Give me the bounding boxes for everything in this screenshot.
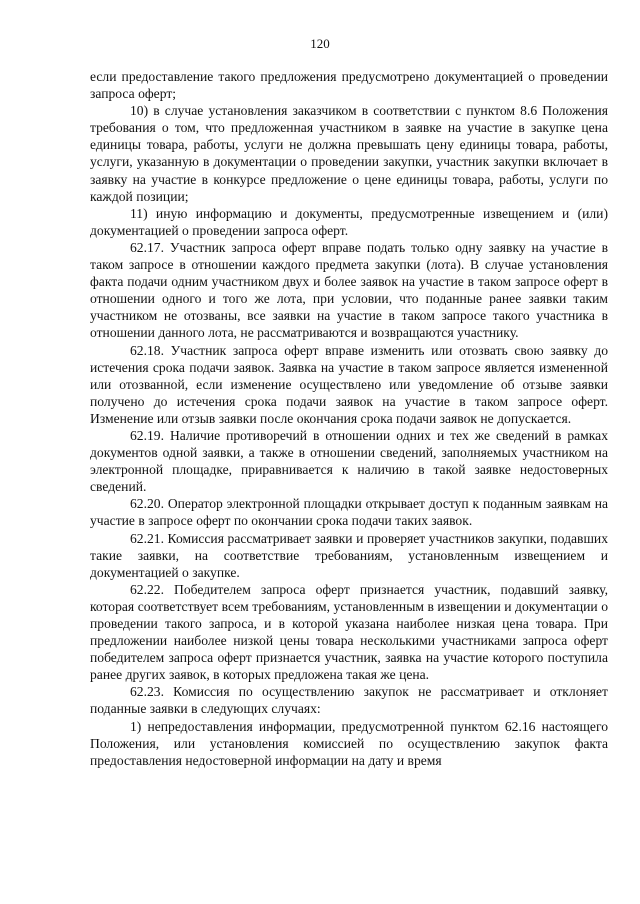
paragraph: 11) иную информацию и документы, предусмотренные извещением и (или) документацией о проведении запроса оферт. (90, 205, 608, 238)
paragraph: 62.19. Наличие противоречий в отношении одних и тех же сведений в рамках документов одной заявки, а также в отношении сведений, заполняемых участником на электронной площадке, приравнивается к наличию в такой заявке недостоверных сведений. (90, 427, 608, 495)
paragraph: если предоставление такого предложения предусмотрено документацией о проведении запроса оферт; (90, 69, 608, 102)
paragraph: 62.18. Участник запроса оферт вправе изменить или отозвать свою заявку до истечения срока подачи заявок. Заявка на участие в таком запросе является измененной или отозванной, если изменение осуществлено или уведомление об отзыве заявки получено до истечения срока подачи заявок на участие в таком запросе оферт. Изменение или отзыв заявки после окончания срока подачи заявок не допускается. (90, 342, 608, 426)
paragraph: 62.17. Участник запроса оферт вправе подать только одну заявку на участие в таком запросе в отношении каждого предмета закупки (лота). В случае установления факта подачи одним участником двух и более заявок на участие в таком запросе оферт в отношении одного и того же лота, при условии, что поданные ранее заявки таким участником не отозваны, все заявки на участие в таком запросе такого участника в отношении данного лота, не рассматриваются и возвращаются участнику. (90, 239, 608, 341)
paragraph: 1) непредоставления информации, предусмотренной пунктом 62.16 настоящего Положения, или установления комиссией по осуществлению закупок факта предоставления недостоверной информации на дату и время (90, 718, 608, 768)
page-number: 120 (310, 36, 330, 51)
document-body (90, 68, 608, 769)
paragraph: 62.21. Комиссия рассматривает заявки и проверяет участников закупки, подавших такие заявки, на соответствие требованиям, установленным извещением и документацией о закупке. (90, 530, 608, 580)
paragraph: 62.20. Оператор электронной площадки открывает доступ к поданным заявкам на участие в запросе оферт по окончании срока подачи таких заявок. (90, 496, 608, 529)
paragraph: 10) в случае установления заказчиком в соответствии с пунктом 8.6 Положения требования о том, что предложенная участником в заявке на участие в закупке цена единицы товара, работы, услуги не должна превышать цену единицы товара, работы, услуги, указанную в документации о проведении закупки, участник закупки включает в заявку на участие в конкурсе предложение о цене единицы товара, работы, услуги по каждой позиции; (90, 103, 608, 204)
paragraph: 62.23. Комиссия по осуществлению закупок не рассматривает и отклоняет поданные заявки в следующих случаях: (90, 684, 608, 717)
paragraph: 62.22. Победителем запроса оферт признается участник, подавший заявку, которая соответствует всем требованиям, установленным в извещении и документации о проведении такого запроса, и в которой указана наиболее низкая цена товара. При предложении наиболее низкой цены товара несколькими участниками запроса оферт победителем запроса оферт признается участник, заявка на участие которого поступила ранее других заявок, в которых предложена такая же цена. (90, 581, 608, 683)
